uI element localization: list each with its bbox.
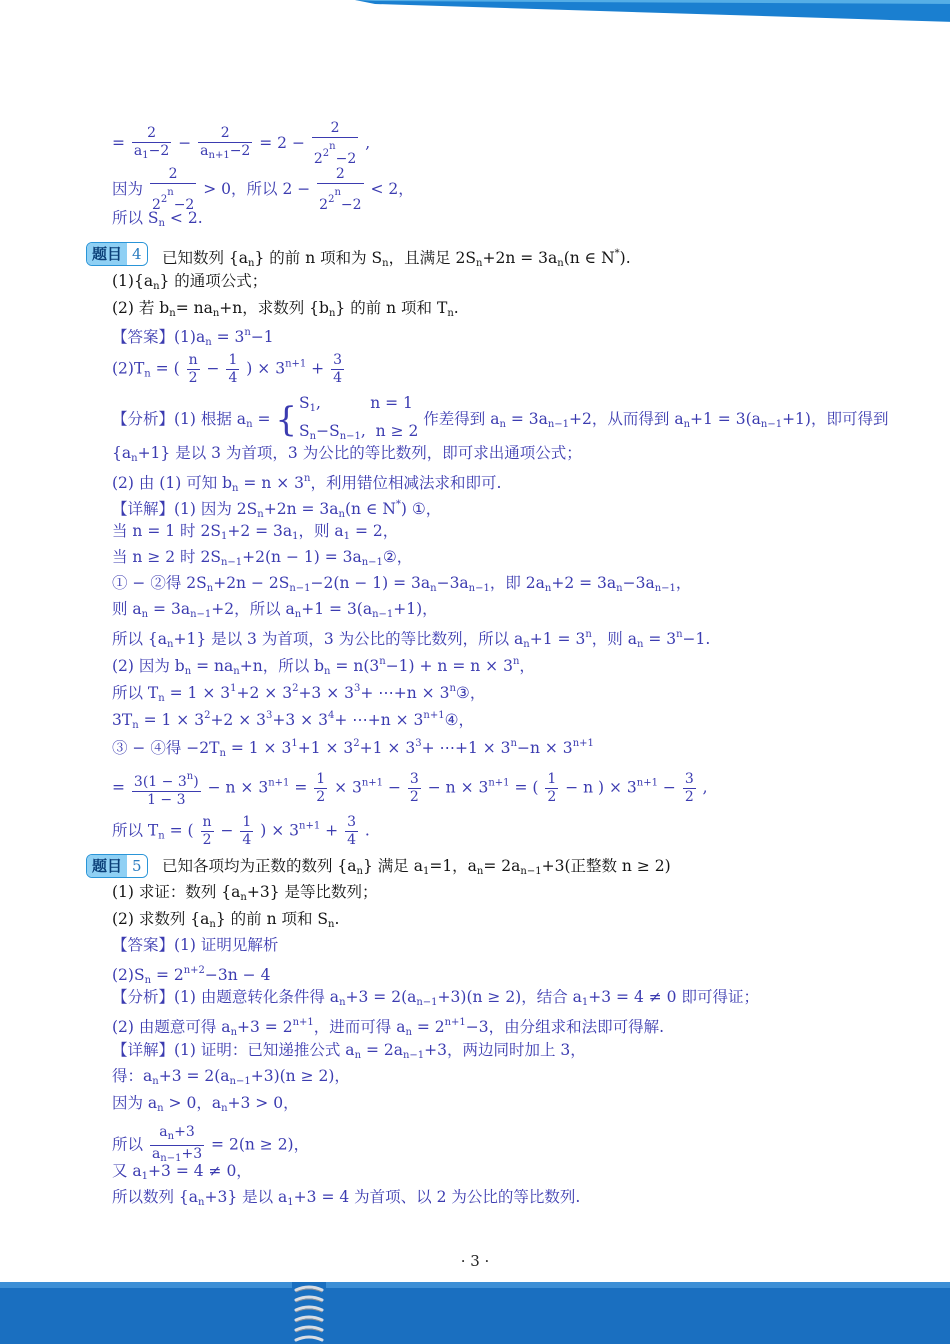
q4-detail-3: 当 n ≥ 2 时 $2S_{n-1}+2(n - 1)$ = $3a_{n-1}②$， — [112, 548, 413, 568]
q5-detail-1: 【详解】(1) 证明：已知递推公式 $a_n = 2a_{n-1}+3$，两边同时加上 3， — [112, 1041, 586, 1061]
question-5-label — [86, 854, 148, 878]
q4-detail-1: 【详解】(1) 因为 $2S_n+2n = 3a_n(n$ ∈ N*) ①， — [112, 499, 442, 520]
q4-detail-9: $3T_n = 1 \times 3^2+2 \times 3^3+3 \times 3^4+$ ⋯+n × $3^{n+1}④$， — [112, 710, 474, 731]
q5-detail-5: 又 $a_1+3 = 4 \ne 0$， — [112, 1162, 252, 1182]
question-tag: 题目 — [87, 855, 127, 877]
q5-detail-6: 所以数列 $\{a_n+3\}$ 是以 $a_1+3 = 4$ 为首项、以 2 为公比的等比数列. — [112, 1188, 581, 1208]
question-4-part-2: (2) 若 $b_n= na_n+n$，求数列 $\{b_n\}$ 的前 n 项和 $T_n$. — [112, 299, 459, 319]
q4-detail-6: 所以 $\{a_n+1\}$ 是以 3 为首项，3 为公比的等比数列，所以 $a_n+1 = 3^n$，则 $a_n = 3^n-1$. — [112, 629, 711, 650]
question-number: 5 — [127, 855, 147, 877]
question-4-stem: 已知数列 $\{a_n\}$ 的前 n 项和为 $S_n$，且满足 $2S_n+2n = 3a_n(n$ ∈ N*). — [162, 248, 631, 269]
q5-analysis-2: (2) 由题意可得 $a_n+3 = 2^{n+1}$，进而可得 $a_n = 2^{n+1}-3$，由分组求和法即可得解. — [112, 1017, 665, 1038]
q5-analysis-1: 【分析】(1) 由题意转化条件得 $a_n+3 = 2(a_{n-1}+3)(n \ge 2)$，结合 $a_1+3 = 4 \ne 0$ 即可得证； — [112, 988, 759, 1008]
question-4-label — [86, 242, 148, 266]
q4-detail-5: 则 $a_n = 3a_{n-1}+2$，所以 $a_n+1 = 3(a_{n-1}+1)$， — [112, 600, 438, 620]
prev-solution-line-3: 所以 $S_n < 2$. — [112, 209, 203, 229]
q4-detail-2: 当 n = 1 时 $2S_1+2 = 3a_1$，则 $a_1 = 2$， — [112, 522, 399, 542]
spiral-binding-icon — [292, 1282, 326, 1344]
q4-detail-4: ① − ②得 $2S_n+2n - 2S_{n-1}-2(n - 1) = 3a_n-3a_{n-1}$，即 $2a_n+2 = 3a_n-3a_{n-1}$， — [112, 574, 692, 594]
question-number: 4 — [127, 243, 147, 265]
prev-solution-line-1: = $\frac{2}{a_1-2}$ − $\frac{2}{a_{n+1}-2}$ = 2 − $\frac{2}{2^{2^n}-2}$ , — [112, 120, 371, 167]
q4-detail-12: 所以 $T_n$ = ( $\frac{n}{2}$ − $\frac{1}{4}$ ) × $3^{n+1}$ + $\frac{3}{4}$ . — [112, 814, 370, 848]
q5-answer-1: 【答案】(1) 证明见解析 — [112, 936, 279, 954]
q4-detail-11: = $\frac{3(1 - 3^n)}{1 - 3}$ − $n \times 3^{n+1}$ = $\frac{1}{2}$ × $3^{n+1}$ − $\frac{3}{2}$ − $n \times 3^{n+1}$ = ( $\frac{1}{2}$ − n ) × $3^{n+1}$ − $\frac{3}{2}$ , — [112, 768, 708, 809]
question-4-part-1: $(1)\{a_n\}$ 的通项公式； — [112, 272, 268, 292]
q4-answer-1: 【答案】$(1)a_n = 3^n-1$ — [112, 327, 274, 348]
q4-answer-2: $(2)T_n$ = ( $\frac{n}{2}$ − $\frac{1}{4}$ ) × $3^{n+1}$ + $\frac{3}{4}$ — [112, 352, 343, 386]
q5-detail-2: 得：$a_n+3 = 2(a_{n-1}+3)(n \ge 2)$， — [112, 1067, 350, 1087]
question-5-stem: 已知各项均为正数的数列 $\{a_n\}$ 满足 $a_1=1$，$a_n= 2a_{n-1}+3$(正整数 n ≥ 2) — [162, 857, 671, 877]
q4-detail-7: (2) 因为 $b_n = na_n+n$，所以 $b_n = n(3^n-1) + n = n \times 3^n$， — [112, 656, 535, 677]
question-5-part-1: (1) 求证：数列 $\{a_n+3\}$ 是等比数列； — [112, 883, 378, 903]
q4-analysis-1: 【分析】(1) 根据 $a_n$ = { $S_1$, n = 1 $S_n-S_{n-1}$, n ≥ 2 作差得到 $a_n = 3a_{n-1}+2$，从而得到 $a_n+1 = 3(a_{n-1}+1)$，即可得到 — [112, 394, 889, 442]
q5-answer-2: $(2)S_n = 2^{n+2}-3n - 4$ — [112, 965, 271, 986]
q4-detail-8: 所以 $T_n = 1 \times 3^1+2 \times 3^2+3 \times 3^3+$ ⋯+n × $3^n③$， — [112, 683, 486, 704]
q4-detail-10: ③ − ④得 $-2T_n = 1 \times 3^1+1 \times 3^2+1 \times 3^3+$ ⋯+1 × $3^n-n \times 3^{n+1}$ — [112, 738, 594, 759]
q5-detail-4: 所以 $\frac{a_n+3}{a_{n-1}+3}$ = 2(n ≥ 2)， — [112, 1124, 310, 1164]
prev-solution-line-2: 因为 $\frac{2}{2^{2^n}-2}$ > 0，所以 2 − $\frac{2}{2^{2^n}-2}$ < 2， — [112, 166, 414, 213]
top-decor-bar — [355, 0, 950, 22]
q4-analysis-3: (2) 由 (1) 可知 $b_n = n \times 3^n$，利用错位相减法求和即可. — [112, 473, 502, 494]
page-number: · 3 · — [460, 1252, 490, 1270]
question-5-part-2: (2) 求数列 $\{a_n\}$ 的前 n 项和 $S_n$. — [112, 910, 340, 930]
bottom-decor-bar — [0, 1282, 950, 1344]
question-tag: 题目 — [87, 243, 127, 265]
q4-analysis-2: $\{a_n+1\}$ 是以 3 为首项，3 为公比的等比数列，即可求出通项公式； — [112, 444, 582, 464]
q5-detail-3: 因为 $a_n > 0$，$a_n+3 > 0$， — [112, 1094, 299, 1114]
